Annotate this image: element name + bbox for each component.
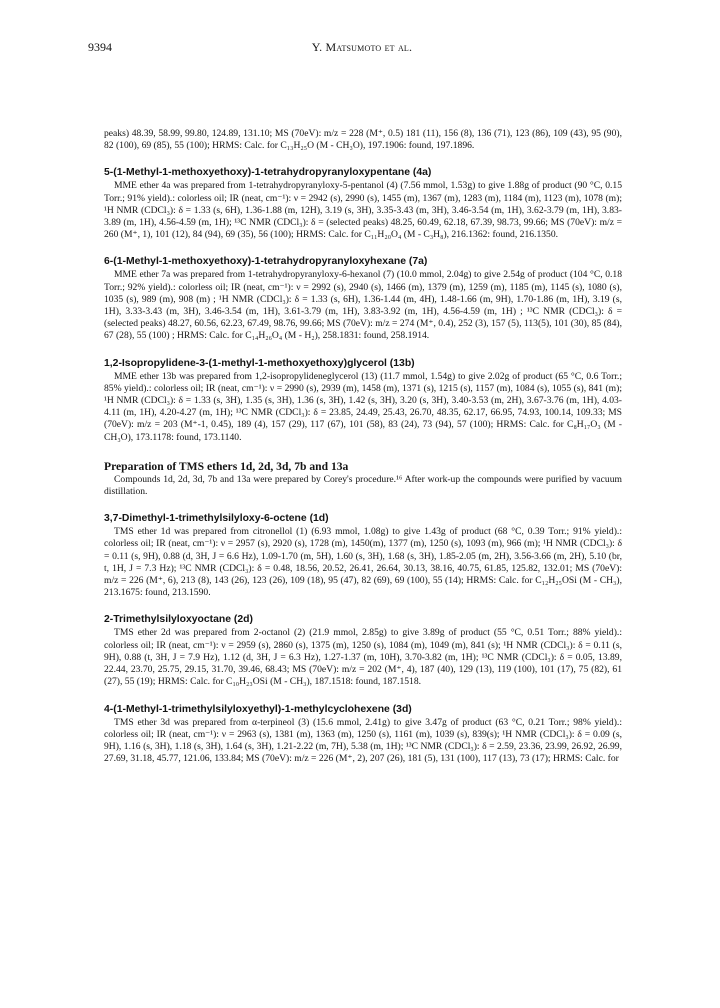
compound-body-13b: MME ether 13b was prepared from 1,2-isopropylideneglycerol (13) (11.7 mmol, 1.54g) to give 2.02g of product (65 °C, 0.6 Torr.; 85% yield).: colorless oil; IR (neat, cm⁻¹): ν = 2990 (s), 2939 (m), 1458 (m), 1371 (s), 1215 (s), 1157 (m), 1084 (s), 1055 (s), 841 (m); ¹H NMR (CDCl₃): δ = 1.33 (s, 3H), 1.35 (s, 3H), 1.36 (s, 3H), 1.42 (s, 3H), 3.20 (s, 3H), 3.40-3.53 (m, 2H), 3.67-3.76 (m, 1H), 4.03-4.11 (m, 1H), 4.20-4.27 (m, 1H); ¹³C NMR (CDCl₃): δ = 23.85, 24.49, 25.43, 26.70, 48.35, 62.17, 66.95, 74.93, 100.14, 109.33; MS (70eV): m/z = 203 (M⁺-1, 0.45), 189 (4), 157 (29), 117 (67), 101 (58), 83 (24), 73 (94), 57 (100); HRMS: Calc. for C₈H₁₇O₃ (M - CH₃O), 173.1178: found, 173.1140. (104, 370, 622, 443)
compound-heading-7a: 6-(1-Methyl-1-methoxyethoxy)-1-tetrahydropyranyloxyhexane (7a) (104, 256, 428, 268)
section-heading-tms: Preparation of TMS ethers 1d, 2d, 3d, 7b and 13a (104, 459, 349, 473)
compound-heading-3d: 4-(1-Methyl-1-trimethylsilyloxyethyl)-1-methylcyclohexene (3d) (104, 703, 412, 715)
compound-body-7a: MME ether 7a was prepared from 1-tetrahydropyranyloxy-6-hexanol (7) (10.0 mmol, 2.04g) to give 2.54g of product (104 °C, 0.18 Torr.; 92% yield).: colorless oil; IR (neat, cm⁻¹): ν = 2992 (s), 2940 (s), 1466 (m), 1379 (m), 1259 (m), 1185 (m), 1145 (s), 1080 (s), 1035 (s), 989 (m), 908 (m) ; ¹H NMR (CDCl₃): δ = 1.33 (s, 6H), 1.36-1.44 (m, 4H), 1.48-1.66 (m, 9H), 1.70-1.86 (m, 1H), 3.19 (s, 1H), 3.33-3.43 (m, 3H), 3.46-3.54 (m, 1H), 3.61-3.79 (m, 1H), 3.83-3.92 (m, 1H), 4.56-4.59 (m, 1H) ; ¹³C NMR (CDCl₃): δ = (selected peaks) 48.27, 60.56, 62.23, 67.49, 98.76, 99.66; MS (70eV): m/z = 274 (M⁺, 0.4), 252 (3), 157 (5), 113(5), 101 (30), 85 (84), 67 (28), 55 (100) ; HRMS: Calc. for C₁₄H₂₆O₄ (M - H₂), 258.1831: found, 258.1914. (104, 269, 622, 342)
section-body-tms: Compounds 1d, 2d, 3d, 7b and 13a were prepared by Corey's procedure.¹⁶ After work-up the compounds were purified by vacuum distillation. (104, 473, 622, 498)
compound-body-1d: TMS ether 1d was prepared from citronellol (1) (6.93 mmol, 1.08g) to give 1.43g of product (68 °C, 0.39 Torr.; 91% yield).: colorless oil; IR (neat, cm⁻¹): ν = 2957 (s), 2920 (s), 1728 (m), 1450(m), 1377 (m), 1250 (s), 1093 (m), 966 (m); ¹H NMR (CDCl₃): δ = 0.11 (s, 9H), 0.88 (d, 3H, J = 6.6 Hz), 1.09-1.70 (m, 5H), 1.60 (s, 3H), 1.68 (s, 3H), 1.85-2.05 (m, 2H), 3.56-3.66 (m, 2H), 5.10 (br, t, 1H, J = 7.3 Hz); ¹³C NMR (CDCl₃): δ = 0.48, 18.56, 20.52, 26.41, 26.64, 30.13, 38.16, 40.75, 61.85, 125.82, 132.01; MS (70eV): m/z = 226 (M⁺, 6), 213 (8), 143 (26), 123 (26), 109 (18), 95 (47), 82 (69), 69 (100), 55 (14); HRMS: Calc. for C₁₂H₂₅OSi (M - CH₃), 213.1675: found, 213.1590. (104, 526, 622, 599)
compound-body-2d: TMS ether 2d was prepared from 2-octanol (2) (21.9 mmol, 2.85g) to give 3.89g of product (55 °C, 0.51 Torr.; 88% yield).: colorless oil; IR (neat, cm⁻¹): ν = 2959 (s), 2860 (s), 1375 (m), 1250 (s), 1084 (m), 1049 (m), 841 (s); ¹H NMR (CDCl₃): δ = 0.11 (s, 9H), 0.88 (t, 3H, J = 7.9 Hz), 1.12 (d, 3H, J = 6.3 Hz), 1.27-1.37 (m, 10H), 3.70-3.82 (m, 1H); ¹³C NMR (CDCl₃): δ = 0.05, 13.89, 22.44, 23.70, 25.75, 29.15, 31.70, 39.46, 68.43; MS (70eV): m/z = 202 (M⁺, 4), 187 (40), 129 (13), 119 (100), 101 (17), 75 (82), 61 (27), 55 (19); HRMS: Calc. for C₁₀H₂₃OSi (M - CH₃), 187.1518: found, 187.1518. (104, 627, 622, 688)
compound-heading-2d: 2-Trimethylsilyloxyoctane (2d) (104, 614, 253, 626)
compound-heading-13b: 1,2-Isopropylidene-3-(1-methyl-1-methoxyethoxy)glycerol (13b) (104, 357, 415, 369)
compound-body-3d: TMS ether 3d was prepared from α-terpineol (3) (15.6 mmol, 2.41g) to give 3.47g of product (63 °C, 0.21 Torr.; 98% yield).: colorless oil; IR (neat, cm⁻¹): ν = 2963 (s), 1381 (m), 1363 (m), 1250 (s), 1161 (m), 1039 (s), 839(s); ¹H NMR (CDCl₃): δ = 0.09 (s, 9H), 1.16 (s, 3H), 1.18 (s, 3H), 1.64 (s, 3H), 1.21-2.22 (m, 7H), 5.38 (m, 1H); ¹³C NMR (CDCl₃): δ = 2.59, 23.36, 23.99, 26.92, 26.99, 27.69, 31.18, 45.77, 121.06, 133.84; MS (70eV): m/z = 226 (M⁺, 2), 207 (26), 181 (5), 131 (100), 117 (13), 73 (17); HRMS: Calc. for (104, 716, 622, 765)
page-number: 9394 (88, 40, 112, 54)
compound-body-4a: MME ether 4a was prepared from 1-tetrahydropyranyloxy-5-pentanol (4) (7.56 mmol, 1.53g) to give 1.88g of product (90 °C, 0.15 Torr.; 91% yield).: colorless oil; IR (neat, cm⁻¹): ν = 2942 (s), 2990 (s), 1455 (m), 1367 (m), 1283 (m), 1184 (m), 1123 (m), 1078 (m); ¹H NMR (CDCl₃): δ = 1.33 (s, 6H), 1.36-1.88 (m, 12H), 3.19 (s, 3H), 3.35-3.43 (m, 3H), 3.46-3.54 (m, 1H), 3.62-3.79 (m, 1H), 3.83-3.89 (m, 1H), 4.56-4.59 (m, 1H); ¹³C NMR (CDCl₃): δ = (selected peaks) 48.25, 60.49, 62.18, 67.39, 98.73, 99.66; MS (70eV): m/z = 260 (M⁺, 1), 101 (12), 84 (94), 69 (35), 56 (100); HRMS: Calc. for C₁₁H₂₀O₄ (M - C₃H₈), 216.1362: found, 216.1350. (104, 180, 622, 241)
body-content (104, 128, 622, 765)
running-head: Y. Matsumoto et al. (311, 40, 413, 54)
page-header (88, 40, 636, 56)
compound-heading-1d: 3,7-Dimethyl-1-trimethylsilyloxy-6-octene (1d) (104, 513, 329, 525)
opening-paragraph: peaks) 48.39, 58.99, 99.80, 124.89, 131.10; MS (70eV): m/z = 228 (M⁺, 0.5) 181 (11), 156 (8), 136 (71), 123 (86), 109 (43), 95 (90), 82 (100), 69 (85), 55 (100); HRMS: Calc. for C₁₃H₂₅O (M - CH₃O), 197.1906: found, 197.1896. (104, 128, 622, 152)
compound-heading-4a: 5-(1-Methyl-1-methoxyethoxy)-1-tetrahydropyranyloxypentane (4a) (104, 167, 432, 179)
